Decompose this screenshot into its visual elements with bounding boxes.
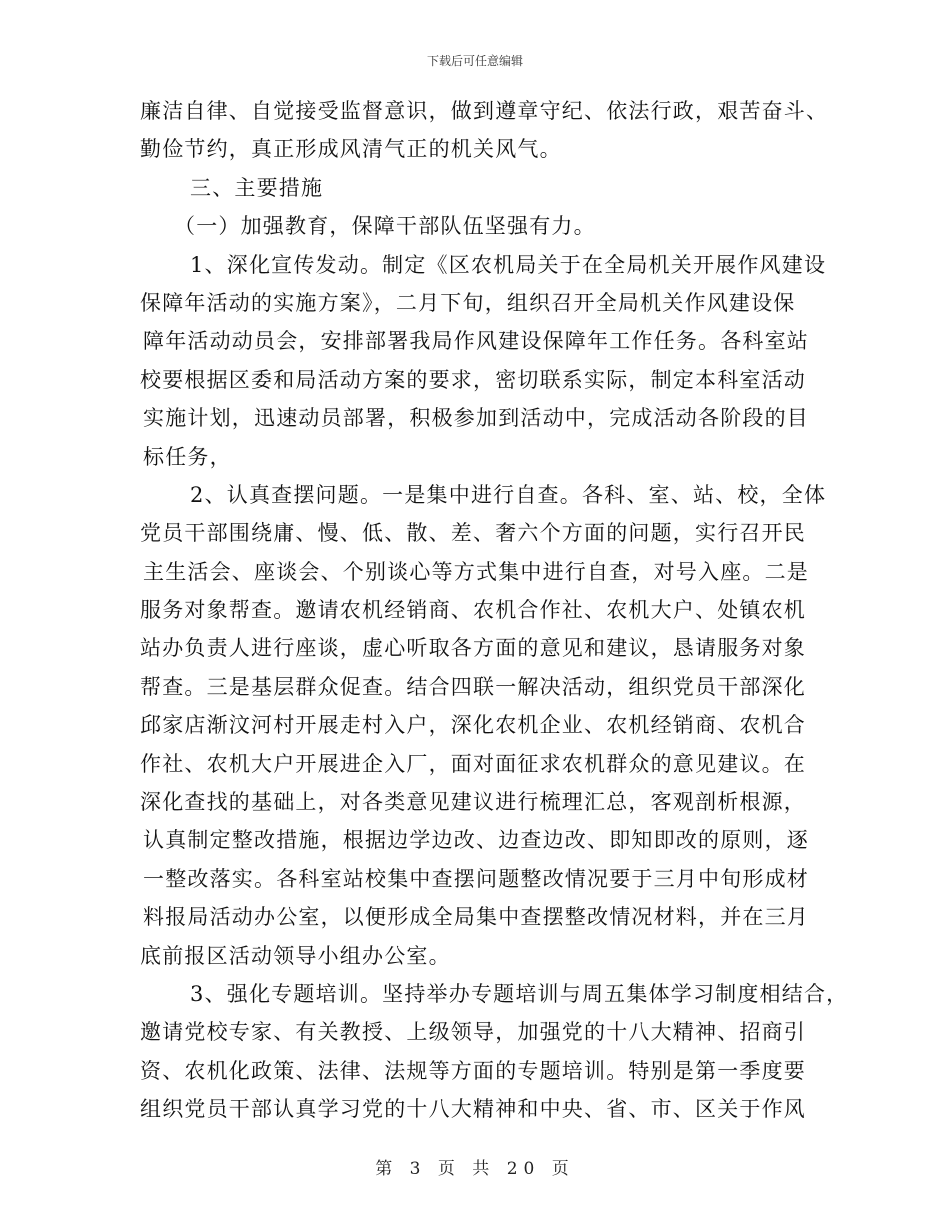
body-line: 一整改落实。各科室站校集中查摆问题整改情况要于三月中旬形成材 [143, 866, 809, 891]
body-line: 1、深化宣传发动。制定《区农机局关于在全局机关开展作风建设 [190, 252, 827, 277]
body-line: 邀请党校专家、有关教授、上级领导，加强党的十八大精神、招商引 [140, 1020, 806, 1045]
body-line: 标任务， [143, 444, 232, 469]
document-body [140, 92, 849, 1129]
body-line: 站办负责人进行座谈，虚心听取各方面的意见和建议，恳请服务对象 [140, 636, 806, 661]
body-line: 帮查。三是基层群众促查。结合四联一解决活动，组织党员干部深化 [140, 674, 806, 699]
body-line: 作社、农机大户开展进企入厂，面对面征求农机群众的意见建议。在 [140, 751, 806, 776]
body-line: 底前报区活动领导小组办公室。 [140, 943, 451, 968]
body-line: 党员干部围绕庸、慢、低、散、差、奢六个方面的问题，实行召开民 [140, 521, 806, 546]
page-number-footer: 第 3 页 共 20 页 [375, 1159, 575, 1179]
body-line: 保障年活动的实施方案》，二月下旬，组织召开全局机关作风建设保 [140, 290, 796, 315]
body-line: 障年活动动员会，安排部署我局作风建设保障年工作任务。各科室站 [143, 329, 809, 354]
body-line: 校要根据区委和局活动方案的要求，密切联系实际，制定本科室活动 [140, 367, 806, 392]
page-header: 下载后可任意编辑 [426, 54, 523, 68]
body-line: 深化查找的基础上，对各类意见建议进行梳理汇总，客观剖析根源， [140, 790, 806, 815]
body-line: 3、强化专题培训。坚持举办专题培训与周五集体学习制度相结合， [190, 981, 849, 1006]
body-line: 2、认真查摆问题。一是集中进行自查。各科、室、站、校，全体 [190, 482, 827, 507]
body-line: 实施计划，迅速动员部署，积极参加到活动中，完成活动各阶段的目 [143, 406, 809, 431]
body-line: 主生活会、座谈会、个别谈心等方式集中进行自查，对号入座。二是 [143, 559, 809, 584]
body-line: 料报局活动办公室，以便形成全局集中查摆整改情况材料，并在三月 [143, 905, 809, 930]
body-line: 勤俭节约，真正形成风清气正的机关风气。 [140, 137, 562, 162]
body-line: 资、农机化政策、法律、法规等方面的专题培训。特别是第一季度要 [140, 1058, 806, 1083]
body-line: 组织党员干部认真学习党的十八大精神和中央、省、市、区关于作风 [140, 1097, 806, 1122]
section-heading: 三、主要措施 [190, 175, 324, 200]
body-line: 廉洁自律、自觉接受监督意识，做到遵章守纪、依法行政，艰苦奋斗、 [140, 99, 829, 123]
body-line: 服务对象帮查。邀请农机经销商、农机合作社、农机大户、处镇农机 [140, 598, 806, 623]
subsection-heading: （一）加强教育，保障干部队伍坚强有力。 [174, 214, 596, 239]
body-line: 认真制定整改措施，根据边学边改、边查边改、即知即改的原则，逐 [143, 828, 809, 853]
body-line: 邱家店渐汶河村开展走村入户，深化农机企业、农机经销商、农机合 [140, 713, 806, 738]
